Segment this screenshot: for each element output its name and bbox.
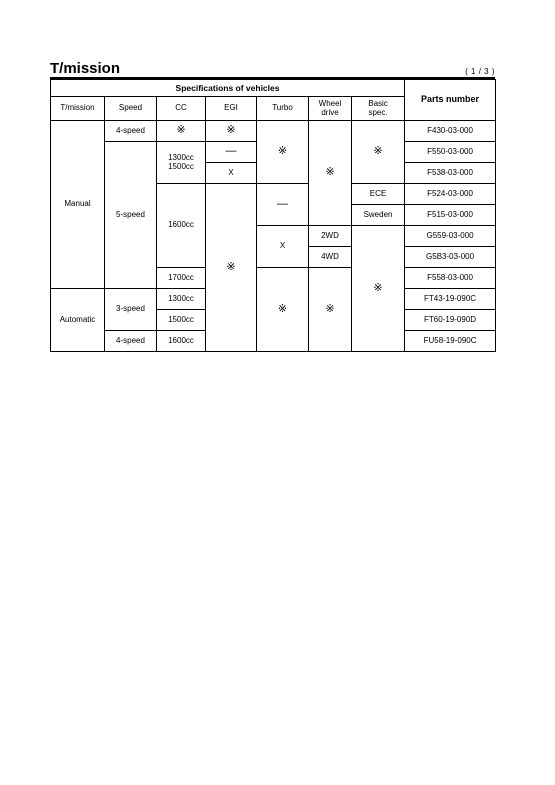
col-header-egi: EGI [206,97,257,121]
col-header-tmission: T/mission [51,97,105,121]
part-number-cell: F550-03-000 [405,142,496,163]
basic-spec-cell: ECE [352,184,405,205]
part-number-cell: F515-03-000 [405,205,496,226]
wheel-drive-cell: 2WD [309,226,352,247]
ref-mark-icon: ※ [257,268,309,352]
tmission-manual-cell: Manual [51,121,105,289]
speed-cell: 4-speed [105,121,157,142]
part-number-cell: F524-03-000 [405,184,496,205]
speed-cell: 3-speed [105,289,157,331]
cc-value: 1500cc [168,161,194,171]
col-header-wheel-line2: drive [321,107,339,117]
col-header-cc: CC [157,97,206,121]
page-indicator: ( 1 / 3 ) [465,67,495,76]
part-number-cell: FT60-19-090D [405,310,496,331]
part-number-cell: FU58-19-090C [405,331,496,352]
dash-icon: — [257,184,309,226]
part-number-cell: FT43-19-090C [405,289,496,310]
col-header-basic-line1: Basic [368,99,388,109]
ref-mark-icon: ※ [157,121,206,142]
part-number-cell: F558-03-000 [405,268,496,289]
ref-mark-icon: ※ [206,184,257,352]
cc-cell: 1300cc [157,289,206,310]
cc-cell: 1500cc [157,310,206,331]
col-header-speed: Speed [105,97,157,121]
ref-mark-icon: ※ [206,121,257,142]
ref-mark-icon: ※ [352,121,405,184]
cc-value: 1300cc [168,153,194,163]
parts-number-header: Parts number [405,80,496,121]
col-header-turbo: Turbo [257,97,309,121]
cc-cell: 1700cc [157,268,206,289]
part-number-cell: F538-03-000 [405,163,496,184]
spec-group-header: Specifications of vehicles [51,80,405,97]
speed-cell: 5-speed [105,142,157,289]
part-number-cell: F430-03-000 [405,121,496,142]
x-mark-cell: X [206,163,257,184]
speed-cell: 4-speed [105,331,157,352]
cc-cell: 1600cc [157,331,206,352]
ref-mark-icon: ※ [309,121,352,226]
col-header-wheel-line1: Wheel [318,99,342,109]
col-header-wheel-drive [309,97,352,121]
ref-mark-icon: ※ [309,268,352,352]
cc-cell: 1600cc [157,184,206,268]
page-title: T/mission [50,60,121,77]
cc-cell [157,142,206,184]
part-number-cell: G559-03-000 [405,226,496,247]
part-number-cell: G5B3-03-000 [405,247,496,268]
dash-icon: — [206,142,257,163]
col-header-basic-line2: spec. [368,107,388,117]
ref-mark-icon: ※ [352,226,405,352]
tmission-automatic-cell: Automatic [51,289,105,352]
wheel-drive-cell: 4WD [309,247,352,268]
x-mark-cell: X [257,226,309,268]
basic-spec-cell: Sweden [352,205,405,226]
ref-mark-icon: ※ [257,121,309,184]
col-header-basic-spec [352,97,405,121]
spec-table [50,79,496,352]
